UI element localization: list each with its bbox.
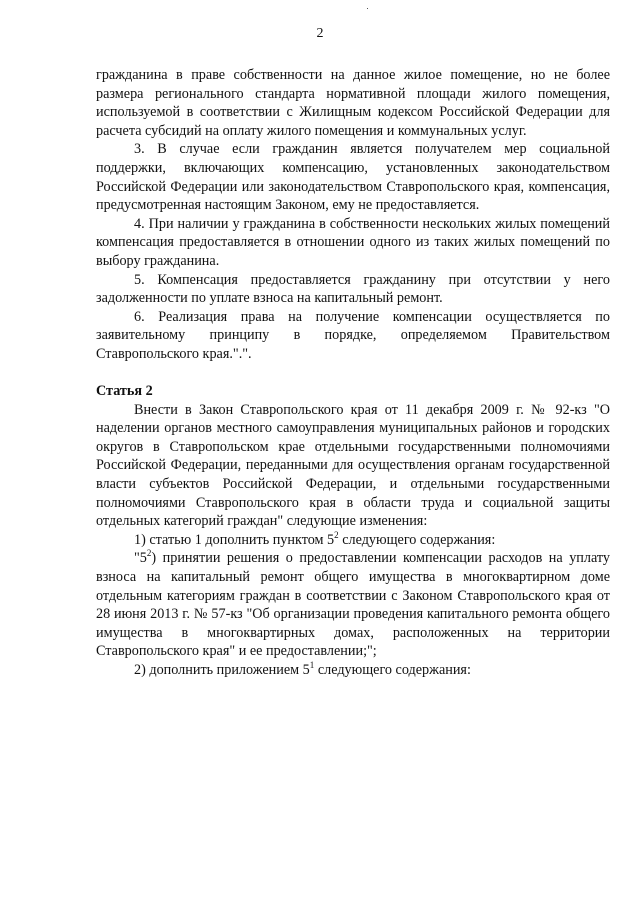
- amendment-item-1-superscript: 2: [334, 529, 339, 540]
- paragraph-item-5: 5. Компенсация предоставляется гражданину при отсутствии у него задолженности по уплате взноса на капитальный ремонт.: [96, 271, 610, 307]
- amendment-quote-text: ) принятии решения о предоставлении компенсации расходов на уплату взноса на капитальный ремонт общего имущества в многоквартирном доме отдельным категориям граждан в соответствии с Законом Ставропольского края от 28 июня 2013 г. № 57-кз "Об организации проведения капитального ремонта общего имущества в многоквартирных домах, расположенных на территории Ставропольского края" и ее предоставлении;";: [96, 550, 610, 660]
- paragraph-item-4: 4. При наличии у гражданина в собственности нескольких жилых помещений компенсация предоставляется в отношении одного из таких жилых помещений по выбору гражданина.: [96, 215, 610, 269]
- spacer: [96, 364, 610, 383]
- page-number: 2: [316, 26, 324, 41]
- document-body: [96, 66, 610, 680]
- amendment-item-1: [96, 531, 610, 550]
- paragraph-item-3: 3. В случае если гражданин является получателем мер социальной поддержки, включающих компенсацию, установленных законодательством Российской Федерации или законодательством Ставропольского края, компенсация, предусмотренная настоящим Законом, ему не предоставляется.: [96, 141, 610, 214]
- amendment-quote-open: "5: [134, 550, 147, 567]
- amendment-item-2: [96, 661, 610, 680]
- paragraph-item-6: 6. Реализация права на получение компенсации осуществляется по заявительному принципу в порядке, определяемом Правительством Ставропольского края.".".: [96, 308, 610, 362]
- amendment-item-2-text: 2) дополнить приложением 5: [134, 662, 310, 678]
- paragraph-continuation: гражданина в праве собственности на данное жилое помещение, но не более размера регионального стандарта нормативной площади жилого помещения, используемой в соответствии с Жилищным кодексом Российской Федерации для расчета субсидий на оплату жилого помещения и коммунальных услуг.: [96, 67, 610, 139]
- amendment-quote-superscript: 2: [146, 548, 152, 559]
- amendment-item-1-tail: следующего содержания:: [338, 531, 496, 548]
- scan-speck: [367, 8, 368, 9]
- amendment-item-2-tail: следующего содержания:: [314, 662, 471, 678]
- amendment-item-2-superscript: 1: [309, 660, 315, 670]
- article-intro: Внести в Закон Ставропольского края от 11 декабря 2009 г. № 92-кз "О наделении органов местного самоуправления муниципальных районов и городских округов в Ставропольском крае отдельными государственными полномочиями Российской Федерации, переданными для осуществления органам государственной власти субъектов Российской Федерации, и отдельными государственными полномочиями Ставропольского края в области труда и социальной защиты отдельных категорий граждан" следующие изменения:: [96, 401, 610, 530]
- amendment-quote: [96, 549, 610, 661]
- article-heading: Статья 2: [96, 383, 153, 400]
- amendment-item-1-text: 1) статью 1 дополнить пунктом 5: [134, 531, 335, 548]
